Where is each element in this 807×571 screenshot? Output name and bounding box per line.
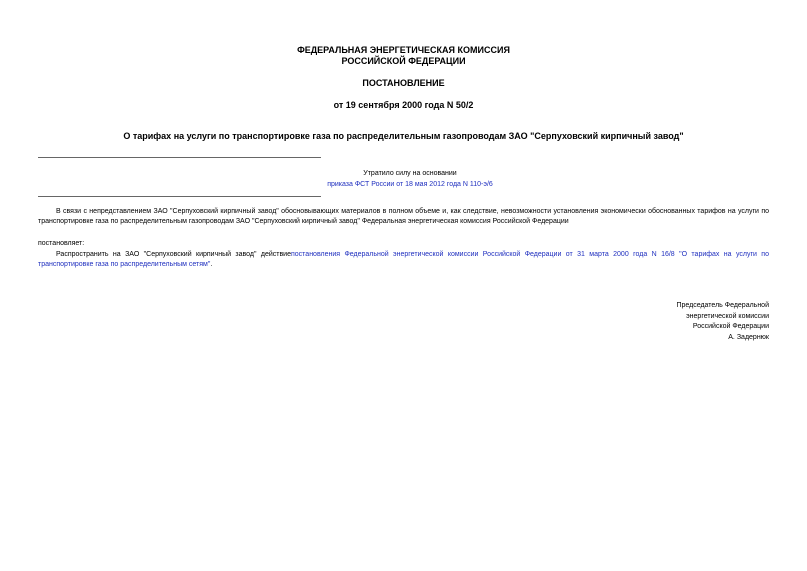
preamble-paragraph: В связи с непредставлением ЗАО "Серпуховский кирпичный завод" обосновывающих материалов в полном объеме и, как следствие, невозможности установления экономически обоснованных тарифов на услуги по транспортировке газа по распределительным газопроводам ЗАО "Серпуховский кирпичный завод" Федеральная энергетическая комиссия Российской Федерации xyxy=(38,208,769,225)
decision-paragraph xyxy=(38,250,769,270)
document-type: ПОСТАНОВЛЕНИЕ xyxy=(362,78,445,88)
decision-text: Распространить на ЗАО "Серпуховский кирпичный завод" действие xyxy=(56,251,291,258)
revocation-label: Утратило силу на основании xyxy=(363,170,457,177)
signature-line: энергетической комиссии xyxy=(686,312,769,320)
org-name-line2: РОССИЙСКОЙ ФЕДЕРАЦИИ xyxy=(341,56,466,66)
signature-line: Российской Федерации xyxy=(692,323,769,330)
resolves-paragraph: постановляет: xyxy=(38,240,85,247)
decision-text-end: . xyxy=(210,261,213,268)
org-name-line1: ФЕДЕРАЛЬНАЯ ЭНЕРГЕТИЧЕСКАЯ КОМИССИЯ xyxy=(297,45,510,55)
signature-line: Председатель Федеральной xyxy=(676,302,769,309)
revocation-link[interactable]: приказа ФСТ России от 18 мая 2012 года N 110-э/6 xyxy=(327,181,493,188)
signature-block xyxy=(676,301,769,343)
divider-bottom xyxy=(38,196,321,197)
signatory-name: А. Задернюк xyxy=(728,333,769,341)
referenced-resolution-link[interactable]: постановления Федеральной энергетической комиссии Российской Федерации от 31 марта 2000 года N 16/8 "О тарифах на услуги по транспортировке газа по распределительным сетям" xyxy=(38,251,769,268)
document-date: от 19 сентября 2000 года N 50/2 xyxy=(333,100,474,110)
document-title: О тарифах на услуги по транспортировке газа по распределительным газопроводам ЗАО "Серпуховский кирпичный завод" xyxy=(123,131,684,141)
divider-top xyxy=(38,157,321,158)
